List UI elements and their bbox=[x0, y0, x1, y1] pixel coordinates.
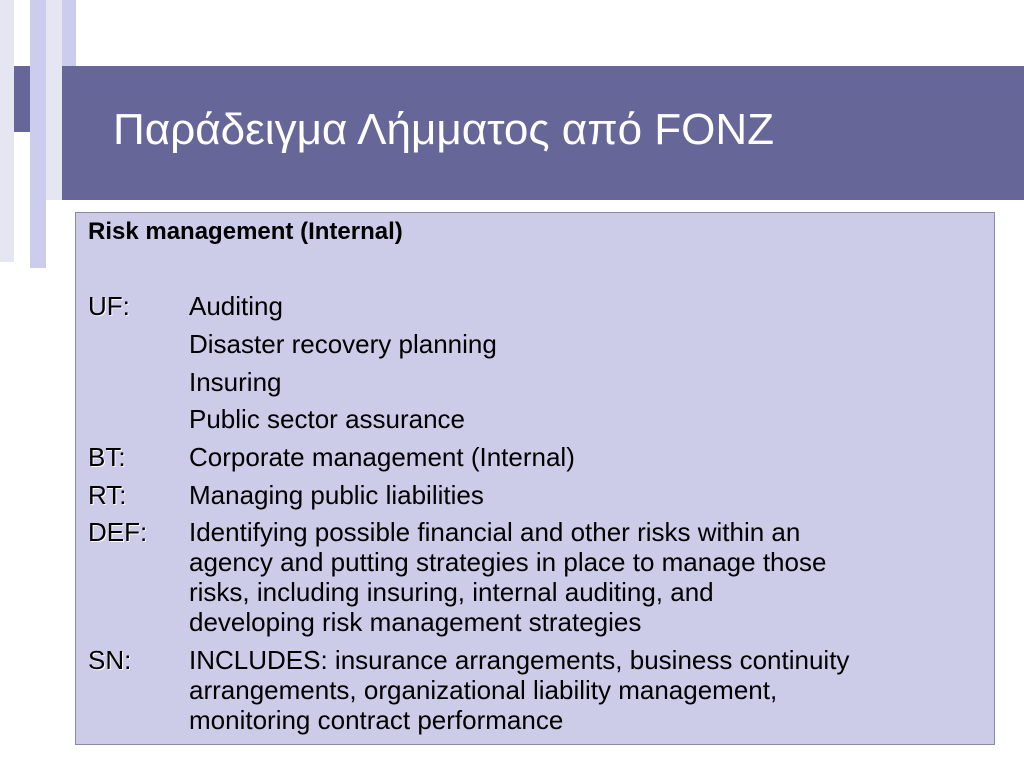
uf-term: Insuring bbox=[189, 367, 282, 397]
decorative-bar bbox=[30, 0, 46, 268]
slide-title: Παράδειγμα Λήμματος από FONZ bbox=[113, 105, 775, 154]
thesaurus-entry bbox=[75, 212, 995, 745]
def-line: developing risk management strategies bbox=[189, 607, 642, 637]
decorative-bar bbox=[0, 0, 14, 262]
decorative-bar bbox=[46, 0, 62, 200]
bt-term: Corporate management (Internal) bbox=[189, 442, 575, 472]
uf-term: Public sector assurance bbox=[189, 404, 466, 434]
sn-label: SN: bbox=[88, 645, 132, 675]
rt-term: Managing public liabilities bbox=[189, 480, 484, 510]
def-label: DEF: bbox=[88, 517, 148, 547]
decorative-bar bbox=[14, 66, 30, 132]
rt-label: RT: bbox=[88, 480, 127, 510]
def-text bbox=[189, 517, 989, 637]
bt-label: BT: bbox=[88, 442, 126, 472]
sn-text bbox=[189, 645, 989, 735]
sn-line: monitoring contract performance bbox=[189, 705, 564, 735]
def-line: agency and putting strategies in place to manage those bbox=[189, 547, 827, 577]
sn-line: INCLUDES: insurance arrangements, business continuity bbox=[189, 645, 850, 675]
uf-label: UF: bbox=[88, 291, 130, 321]
def-line: risks, including insuring, internal auditing, and bbox=[189, 577, 714, 607]
sn-line: arrangements, organizational liability management, bbox=[189, 675, 778, 705]
entry-heading: Risk management (Internal) bbox=[88, 218, 403, 245]
uf-term: Disaster recovery planning bbox=[189, 329, 497, 359]
def-line: Identifying possible financial and other risks within an bbox=[189, 517, 801, 547]
uf-term: Auditing bbox=[189, 291, 283, 321]
